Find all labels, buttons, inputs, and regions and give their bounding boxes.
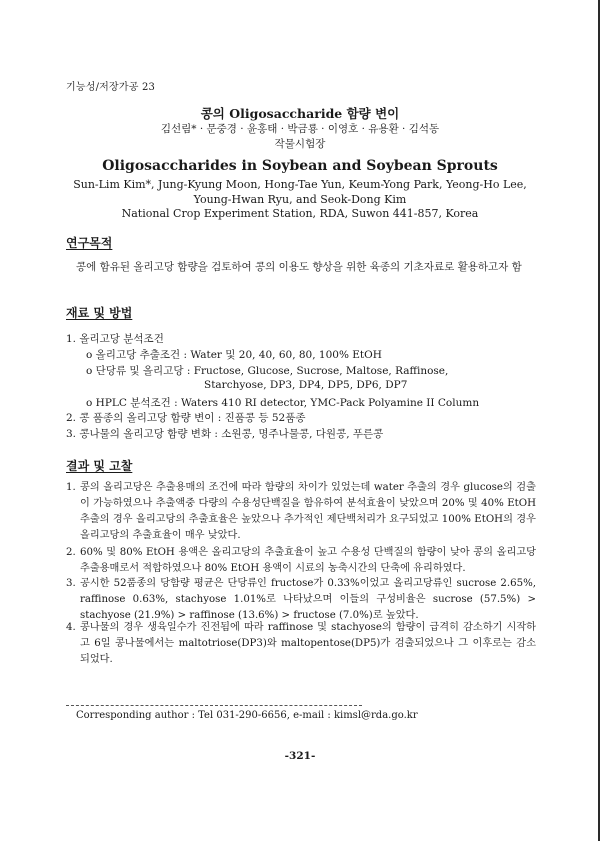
english-affiliation: National Crop Experiment Station, RDA, Suwon 441-857, Korea bbox=[121, 207, 479, 220]
result-item-2 bbox=[66, 545, 536, 577]
result-item-1 bbox=[66, 480, 536, 544]
methods-item-3: 3. 콩나물의 올리고당 함량 변화 : 소원콩, 명주나물콩, 다원콩, 푸른콩 bbox=[66, 428, 384, 440]
running-head: 기능성/저장가공 23 bbox=[66, 82, 156, 93]
english-title: Oligosaccharides in Soybean and Soybean Sprouts bbox=[102, 158, 498, 174]
results-heading: 결과 및 고찰 bbox=[66, 459, 133, 473]
purpose-text: 콩에 함유된 올리고당 함량을 검토하여 콩의 이용도 향상을 위한 육종의 기초자료로 활용하고자 함 bbox=[76, 261, 522, 273]
korean-affiliation: 작물시험장 bbox=[274, 138, 326, 150]
english-authors-line1: Sun-Lim Kim*, Jung-Kyung Moon, Hong-Tae Yun, Keum-Yong Park, Yeong-Ho Lee, bbox=[73, 178, 527, 191]
methods-item-1b: o 단당류 및 올리고당 : Fructose, Glucose, Sucrose, Maltose, Raffinose, bbox=[86, 365, 449, 377]
result-text: 콩나물의 경우 생육일수가 진전됨에 따라 raffinose 및 stachyose의 함량이 급격히 감소하기 시작하고 6일 콩나물에서는 maltotriose(DP3)와 maltopentose(DP5)가 검출되었으나 그 이후로는 감소되었다. bbox=[80, 622, 536, 665]
result-text: 공시한 52품종의 당함량 평균은 단당류인 fructose가 0.33%이었고 올리고당류인 sucrose 2.65%, raffinose 0.63%, stachyose 1.01%로 나타났으며 이들의 구성비율은 sucrose (57.5%) > stachyose (21.9%) > raffinose (13.6%) > fructose (7.0%)로 높았다. bbox=[80, 578, 536, 621]
result-text: 60% 및 80% EtOH 용액은 올리고당의 추출효율이 높고 수용성 단백질의 함량이 낮아 콩의 올리고당 추출용매로서 적합하였으나 80% EtOH 용액이 시료의 농축시간의 단축에 유리하였다. bbox=[80, 547, 536, 574]
result-item-4 bbox=[66, 620, 536, 668]
result-text: 콩의 올리고당은 추출용매의 조건에 따라 함량의 차이가 있었는데 water 추출의 경우 glucose의 검출이 가능하였으나 추출액중 다량의 수용성단백질을 함유하여 분석효율이 낮았으며 20% 및 40% EtOH 추출의 경우 올리고당의 추출효율은 높았으나 추가적인 제단백처리가 요구되었고 100% EtOH의 경우 올리고당의 추출효율이 매우 낮았다. bbox=[80, 482, 536, 541]
korean-title: 콩의 Oligosaccharide 함량 변이 bbox=[200, 106, 400, 121]
result-number: 1. bbox=[66, 482, 76, 493]
methods-heading: 재료 및 방법 bbox=[66, 306, 133, 320]
corresponding-author-footnote: Corresponding author : Tel 031-290-6656, e-mail : kimsl@rda.go.kr bbox=[76, 710, 418, 721]
korean-authors: 김선림* · 문중경 · 윤홍태 · 박금룡 · 이영호 · 유용환 · 김석동 bbox=[160, 123, 440, 135]
methods-item-1c: o HPLC 분석조건 : Waters 410 RI detector, YMC-Pack Polyamine II Column bbox=[86, 397, 480, 409]
english-authors-line2: Young-Hwan Ryu, and Seok-Dong Kim bbox=[193, 193, 407, 206]
result-number: 2. bbox=[66, 547, 76, 558]
purpose-heading: 연구목적 bbox=[66, 236, 113, 250]
methods-item-1: 1. 올리고당 분석조건 bbox=[66, 333, 164, 345]
methods-item-1a: o 올리고당 추출조건 : Water 및 20, 40, 60, 80, 100% EtOH bbox=[86, 349, 382, 361]
result-number: 3. bbox=[66, 578, 76, 589]
methods-item-2: 2. 콩 품종의 올리고당 함량 변이 : 진품콩 등 52품종 bbox=[66, 412, 306, 424]
methods-item-1b-continued: Starchyose, DP3, DP4, DP5, DP6, DP7 bbox=[204, 379, 408, 391]
footnote-divider bbox=[66, 705, 362, 706]
result-item-3 bbox=[66, 576, 536, 624]
result-number: 4. bbox=[66, 622, 76, 633]
page-number: -321- bbox=[284, 750, 316, 762]
